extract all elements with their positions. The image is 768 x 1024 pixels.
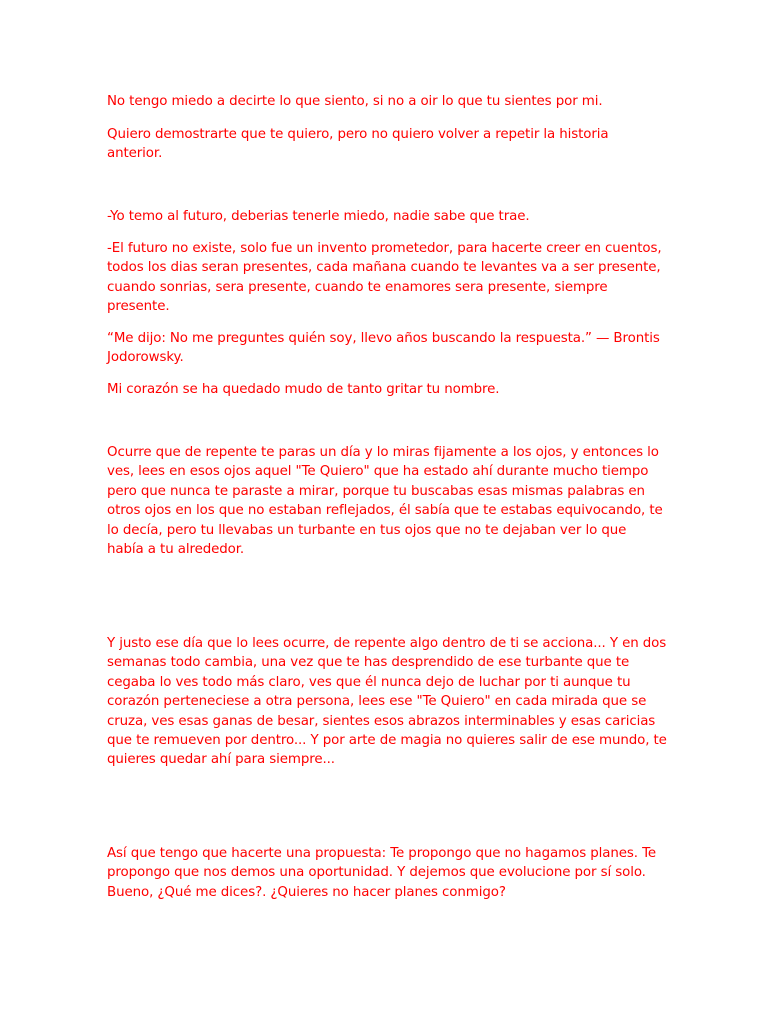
paragraph-6: Mi corazón se ha quedado mudo de tanto gritar tu nombre. — [107, 382, 500, 397]
paragraph-5: “Me dijo: No me preguntes quién soy, llevo años buscando la respuesta.” — Brontis Jodorowsky. — [107, 331, 660, 366]
paragraph-1: No tengo miedo a decirte lo que siento, si no a oir lo que tu sientes por mi. — [107, 94, 603, 109]
paragraph-3: -Yo temo al futuro, deberias tenerle miedo, nadie sabe que trae. — [107, 209, 530, 224]
paragraph-7: Ocurre que de repente te paras un día y lo miras fijamente a los ojos, y entonces lo ves, lees en esos ojos aquel "Te Quiero" que ha estado ahí durante mucho tiempo pero que nunca te paraste a mirar, porque tu buscabas esas mismas palabras en otros ojos en los que no estaban reflejados, él sabía que te estabas equivocando, te lo decía, pero tu llevabas un turbante en tus ojos que no te dejaban ver lo que había a tu alrededor. — [107, 445, 663, 558]
paragraph-4: -El futuro no existe, solo fue un invento prometedor, para hacerte creer en cuentos, todos los dias seran presentes, cada mañana cuando te levantes va a ser presente, cuando sonrias, sera presente, cuando te enamores sera presente, siempre presente. — [107, 241, 662, 315]
paragraph-2: Quiero demostrarte que te quiero, pero no quiero volver a repetir la historia anterior. — [107, 127, 609, 162]
paragraph-9: Así que tengo que hacerte una propuesta: Te propongo que no hagamos planes. Te propongo que nos demos una oportunidad. Y dejemos que evolucione por sí solo. Bueno, ¿Qué me dices?. ¿Quieres no hacer planes conmigo? — [107, 846, 657, 900]
paragraph-8: Y justo ese día que lo lees ocurre, de repente algo dentro de ti se acciona... Y en dos semanas todo cambia, una vez que te has desprendido de ese turbante que te cegaba lo ves todo más claro, ves que él nunca dejo de luchar por ti aunque tu corazón perteneciese a otra persona, lees ese "Te Quiero" en cada mirada que se cruza, ves esas ganas de besar, sientes esos abrazos interminables y esas caricias que te remueven por dentro... Y por arte de magia no quieres salir de ese mundo, te quieres quedar ahí para siempre... — [107, 636, 667, 768]
